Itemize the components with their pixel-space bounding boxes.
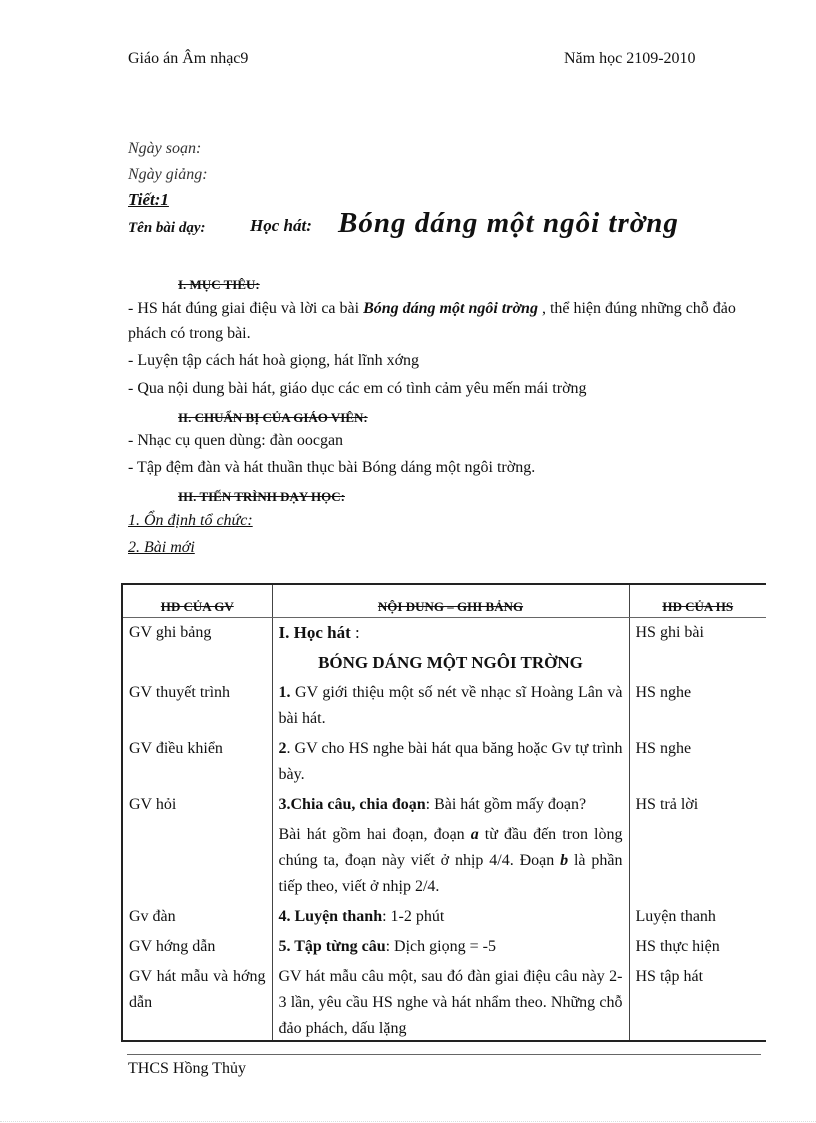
page-edge-divider xyxy=(0,1121,816,1122)
col-header-noi-dung: NỘI DUNG – GHI BẢNG xyxy=(272,584,629,618)
cell-hs: HS nghe xyxy=(635,684,692,701)
chuan-bi-line1: - Nhạc cụ quen dùng: đàn oocgan xyxy=(128,432,344,449)
cell-gv: GV điều khiển xyxy=(122,734,272,790)
table-row xyxy=(122,678,766,734)
table-row xyxy=(122,648,766,678)
muc-tieu-line2: - Luyện tập cách hát hoà giọng, hát lĩnh xớng xyxy=(128,352,420,369)
header-left: Giáo án Âm nhạc9 xyxy=(128,50,249,67)
cell-gv: GV ghi bảng xyxy=(122,618,272,649)
table-clip xyxy=(121,583,766,1042)
heading-chuan-bi: II. CHUẨN BỊ CỦA GIÁO VIÊN: xyxy=(178,410,368,425)
header-right: Năm học 2109-2010 xyxy=(564,50,696,67)
col-header-gv: HĐ CỦA GV xyxy=(122,584,272,618)
cell-noi-dung: 2. GV cho HS nghe bài hát qua băng hoặc Gv tự trình bày. xyxy=(272,734,629,790)
cell-noi-dung: Bài hát gồm hai đoạn, đoạn a từ đầu đến tron lòng chúng ta, đoạn này viết ở nhịp 4/4. Đoạn b là phần tiếp theo, viết ở nhịp 2/4. xyxy=(272,820,629,902)
cell-gv: GV hỏi xyxy=(122,790,272,820)
heading-tien-trinh: III. TIẾN TRÌNH DẠY HỌC: xyxy=(178,489,345,504)
cell-gv: Gv đàn xyxy=(122,902,272,932)
muc-tieu-line1: - HS hát đúng giai điệu và lời ca bài Bóng dáng một ngôi trờng , thể hiện đúng những chỗ đảo phách có trong bài. xyxy=(128,300,736,342)
song-title-inline: Bóng dáng một ngôi trờng xyxy=(363,300,538,317)
muc-tieu-line3: - Qua nội dung bài hát, giáo dục các em có tình cảm yêu mến mái trờng xyxy=(128,380,587,397)
bai-moi: 2. Bài mới xyxy=(128,539,195,556)
on-dinh-to-chuc: 1. Ổn định tổ chức: xyxy=(128,512,253,529)
table-row xyxy=(122,820,766,902)
cell-gv: GV hát mẫu và hớng dẫn xyxy=(122,962,272,1042)
cell-hs: HS ghi bài xyxy=(635,624,704,641)
heading-muc-tieu: I. MỤC TIÊU: xyxy=(178,277,260,292)
footer-school: THCS Hồng Thủy xyxy=(128,1060,246,1077)
cell-noi-dung: GV hát mẫu câu một, sau đó đàn giai điệu câu này 2-3 lần, yêu cầu HS nghe và hát nhẩm theo. Những chỗ đảo phách, dấu lặng xyxy=(272,962,629,1042)
ngay-soan: Ngày soạn: xyxy=(128,140,202,157)
table-header-row xyxy=(122,584,766,618)
cell-noi-dung: I. Học hát : xyxy=(272,618,629,649)
chuan-bi-line2: - Tập đệm đàn và hát thuần thục bài Bóng dáng một ngôi trờng. xyxy=(128,459,536,476)
cell-gv: GV thuyết trình xyxy=(122,678,272,734)
table-row xyxy=(122,790,766,820)
table-row xyxy=(122,734,766,790)
lesson-label: Tên bài dạy: xyxy=(128,220,206,236)
lesson-subtitle: Học hát: xyxy=(250,216,312,235)
cell-noi-dung: 1. GV giới thiệu một số nét về nhạc sĩ Hoàng Lân và bài hát. xyxy=(272,678,629,734)
cell-noi-dung: 3.Chia câu, chia đoạn: Bài hát gồm mấy đoạn? xyxy=(272,790,629,820)
table-row xyxy=(122,618,766,649)
tiet-label: Tiết:1 xyxy=(128,190,169,209)
col-header-hs: HĐ CỦA HS xyxy=(629,584,766,618)
footer-divider xyxy=(127,1054,761,1055)
lesson-title: Bóng dáng một ngôi trờng xyxy=(338,207,679,239)
cell-noi-dung: 5. Tập từng câu: Dịch giọng = -5 xyxy=(272,932,629,962)
lesson-plan-table xyxy=(121,583,766,1042)
table-row xyxy=(122,932,766,962)
table-row xyxy=(122,902,766,932)
cell-hs: HS thực hiện xyxy=(635,938,720,955)
cell-noi-dung: 4. Luyện thanh: 1-2 phút xyxy=(272,902,629,932)
cell-hs: HS trả lời xyxy=(635,796,699,813)
cell-hs: Luyện thanh xyxy=(635,908,716,925)
cell-hs: HS tập hát xyxy=(635,968,704,985)
ngay-giang: Ngày giảng: xyxy=(128,166,208,183)
cell-hs: HS nghe xyxy=(635,740,692,757)
cell-gv: GV hớng dẫn xyxy=(122,932,272,962)
song-title-heading: BÓNG DÁNG MỘT NGÔI TRỜNG xyxy=(272,648,629,678)
table-row xyxy=(122,962,766,1042)
